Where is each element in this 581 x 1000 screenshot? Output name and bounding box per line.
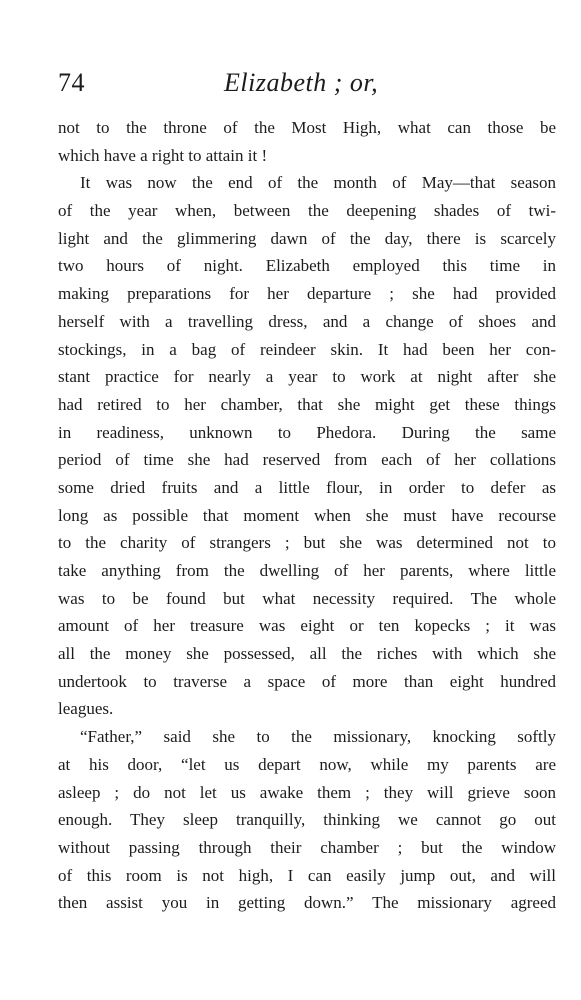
text-line: at his door, “let us depart now, while my parents are — [58, 754, 556, 774]
text-line: had retired to her chamber, that she might get these things — [58, 394, 556, 414]
text-line: was to be found but what necessity required. The whole — [58, 588, 556, 608]
text-line: then assist you in getting down.” The missionary agreed — [58, 893, 556, 913]
text-line: to the charity of strangers ; but she was determined not to — [58, 533, 556, 553]
text-line: long as possible that moment when she must have recourse — [58, 505, 556, 525]
text-line: all the money she possessed, all the riches with which she — [58, 644, 556, 664]
text-line: stant practice for nearly a year to work at night after she — [58, 367, 556, 387]
text-line: two hours of night. Elizabeth employed this time in — [58, 256, 556, 276]
text-line: in readiness, unknown to Phedora. During the same — [58, 422, 556, 442]
page-number: 74 — [58, 68, 85, 97]
text-line: It was now the end of the month of May—that season — [80, 173, 556, 193]
text-line: of this room is not high, I can easily jump out, and will — [58, 865, 556, 885]
text-line: stockings, in a bag of reindeer skin. It had been her con- — [58, 339, 556, 359]
text-line: not to the throne of the Most High, what can those be — [58, 118, 556, 137]
running-title: Elizabeth ; or, — [224, 68, 379, 97]
text-line: herself with a travelling dress, and a change of shoes and — [58, 311, 556, 331]
text-line: light and the glimmering dawn of the day, there is scarcely — [58, 228, 556, 248]
text-line: making preparations for her departure ; she had provided — [58, 284, 556, 304]
body-text — [58, 114, 556, 917]
text-line: some dried fruits and a little flour, in order to defer as — [58, 477, 556, 497]
text-line: enough. They sleep tranquilly, thinking we cannot go out — [58, 810, 556, 830]
text-line: of the year when, between the deepening shades of twi- — [58, 201, 556, 221]
text-line: “Father,” said she to the missionary, knocking softly — [80, 727, 556, 747]
text-line: which have a right to attain it ! — [58, 145, 268, 165]
text-line: undertook to traverse a space of more than eight hundred — [58, 671, 556, 691]
text-line: without passing through their chamber ; but the window — [58, 837, 556, 857]
text-line: take anything from the dwelling of her parents, where little — [58, 561, 556, 580]
text-line: leagues. — [58, 699, 114, 719]
text-line: amount of her treasure was eight or ten kopecks ; it was — [58, 616, 556, 636]
running-head — [58, 68, 556, 108]
text-line: period of time she had reserved from each of her collations — [58, 450, 556, 470]
text-line: asleep ; do not let us awake them ; they will grieve soon — [58, 782, 556, 802]
